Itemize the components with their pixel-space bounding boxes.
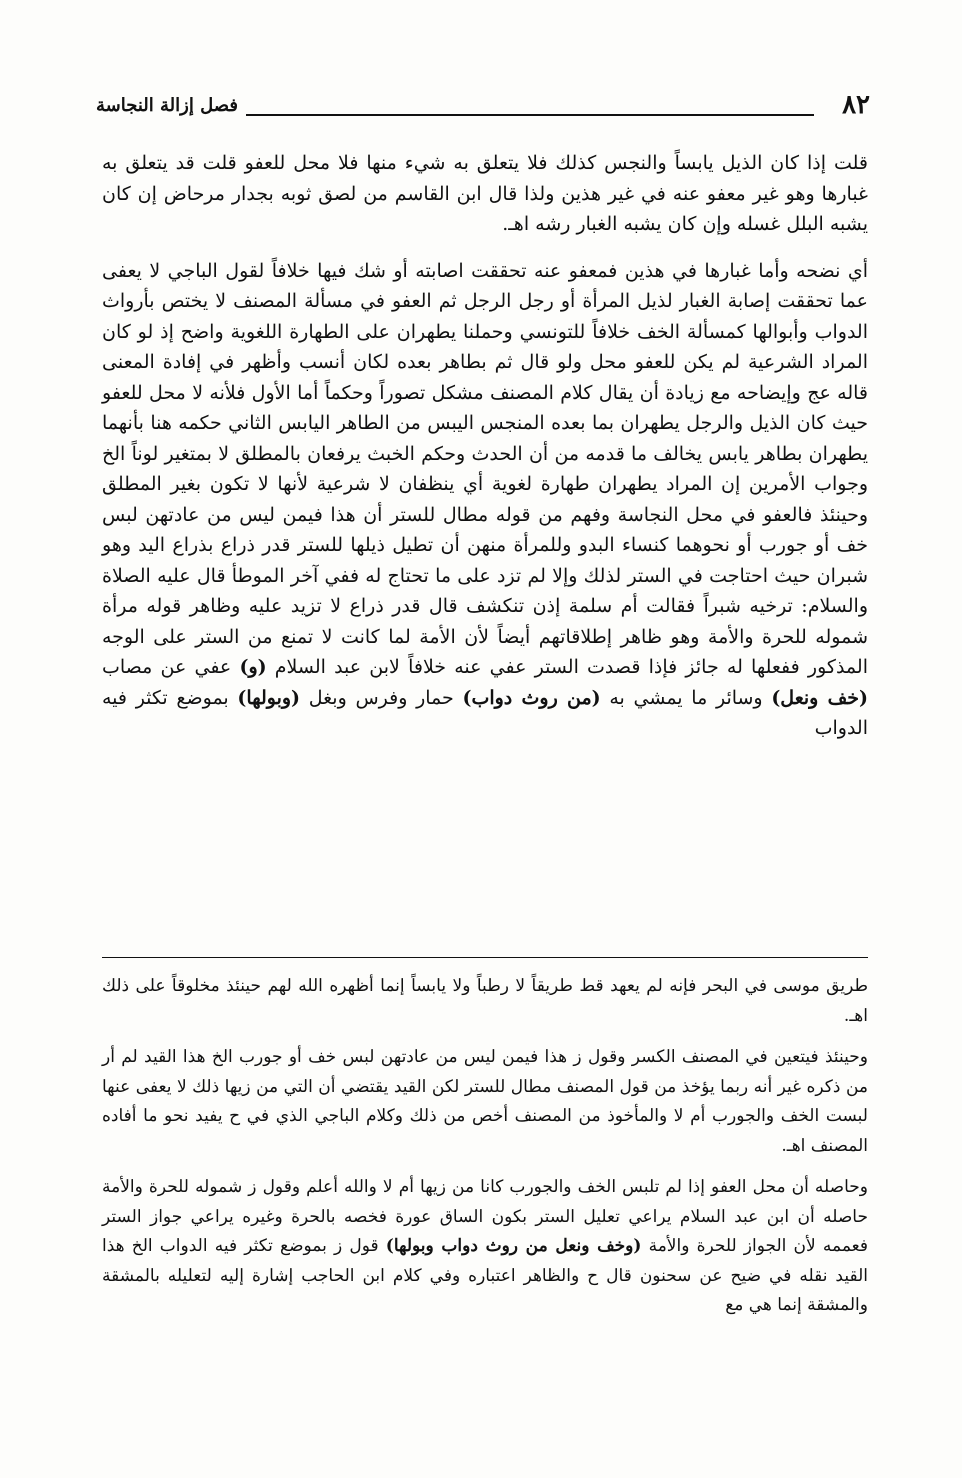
footnote-divider bbox=[102, 957, 868, 958]
note-paragraph-3 bbox=[102, 1173, 868, 1321]
header-rule bbox=[246, 114, 814, 116]
note-paragraph-2 bbox=[102, 1043, 868, 1161]
bold-matn-segment: (من روث دواب) bbox=[462, 686, 601, 709]
main-paragraph-2 bbox=[102, 256, 868, 744]
text-segment: عفي عن مصاب bbox=[102, 656, 240, 678]
main-text bbox=[102, 148, 868, 760]
text-segment: وحاصله أن محل العفو إذا لم تلبس الخف والجورب كانا من زيها أم لا والله أعلم وقول ز شموله للحرة والأمة حاصله أن ابن عبد السلام يراعي تعليل الستر بكون الساق عورة فخصه بالحرة وغيره يراعي جواز الستر فعممه لأن الجواز للحرة والأمة bbox=[102, 1177, 868, 1256]
text-segment: حمار وفرس وبغل bbox=[300, 686, 463, 709]
running-title: فصل إزالة النجاسة bbox=[96, 95, 238, 116]
bold-matn-segment: (وخف ونعل من روث دواب وبولها) bbox=[385, 1236, 642, 1256]
text-segment: طريق موسى في البحر فإنه لم يعهد قط طريقاً لا رطباً ولا يابساً إنما أظهره الله لهم حينئذ مخلوقاً على ذلك اهـ. bbox=[102, 976, 868, 1026]
text-segment: أي نضحه وأما غبارها في هذين فمعفو عنه تحققت اصابته أو شك فيها خلافاً لقول الباجي لا يعفى عما تحققت إصابة الغبار لذيل المرأة أو رجل الرجل ثم العفو في مسألة المصنف لا يختص بأرواث الدواب وأبوالها كمسألة الخف خلافاً للتونسي وحملنا يطهران على الطهارة اللغوية واضح إذ لو كان المراد الشرعية لم يكن للعفو محل ولو قال ثم بطاهر بعده لكان أنسب وأظهر في إفادة المعنى قاله عج وإيضاحه مع زيادة أن يقال كلام المصنف مشكل تصوراً وحكماً أما الأول فلأنه لا محل للعفو حيث كان الذيل والرجل يطهران بما بعده المنجس اليبس من الطاهر اليابس الثاني حكمه هنا بأنهما يطهران بطاهر يابس يخالف ما قدمه من أن الحدث وحكم الخبث يرفعان بالمطلق لا بمتغير لوناً الخ وجواب الأمرين إن المراد يطهران طهارة لغوية أي ينظفان لا شرعية لأنها لا تكون بغير المطلق وحينئذ فالعفو في محل النجاسة وفهم من قوله مطال للستر أن هذا فيمن ليس من عادتهن لبس خف أو جورب أو نحوهما كنساء البدو وللمرأة منهن أن تطيل ذيلها للستر قدر ذراع بذراع اليد وهو شبران حيث احتاجت في الستر لذلك وإلا لم تزد على ما تحتاج له ففي آخر الموطأ قال عليه الصلاة والسلام: ترخيه شبراً فقالت أم سلمة إذن تنكشف قال قدر ذراع لا تزيد عليه وظاهر قوله مرأة شموله للحرة والأمة وهو ظاهر إطلاقاتهم أيضاً لأن الأمة لما كانت لا تمنع من الستر على الوجه المذكور ففعلها له جائز فإذا قصدت الستر عفي عنه خلافاً لابن عبد السلام bbox=[102, 259, 868, 678]
text-segment: قول ز بموضع تكثر فيه الدواب الخ هذا القيد نقله في ضيح عن سحنون قال ح والظاهر اعتباره وفي كلام ابن الحاجب إشارة إليه لتعليله بالمشقة والمشقة إنما هي مع bbox=[102, 1236, 868, 1315]
text-segment: وسائر ما يمشي به bbox=[600, 686, 772, 709]
bold-matn-segment: (خف ونعل) bbox=[771, 686, 868, 709]
main-paragraph-1 bbox=[102, 148, 868, 240]
bold-matn-segment: (وبولها) bbox=[237, 686, 301, 709]
page-header bbox=[96, 88, 870, 128]
text-segment: قلت إذا كان الذيل يابساً والنجس كذلك فلا يتعلق به شيء منها فلا محل للعفو قلت قد يتعلق به غبارها وهو غير معفو عنه في غير هذين ولذا قال ابن القاسم من لصق ثوبه بجدار مرحاض إن كان يشبه البلل غسله وإن كان يشبه الغبار رشه اهـ. bbox=[102, 152, 868, 235]
page-number: ٨٢ bbox=[842, 90, 870, 120]
text-segment: بموضع تكثر فيه الدواب bbox=[102, 686, 868, 739]
bold-matn-segment: (و) bbox=[239, 656, 267, 678]
note-paragraph-1 bbox=[102, 972, 868, 1031]
footnotes bbox=[102, 972, 868, 1333]
text-segment: وحينئذ فيتعين في المصنف الكسر وقول ز هذا فيمن ليس من عادتهن لبس خف أو جورب الخ هذا القيد لم أر من ذكره غير أنه ربما يؤخذ من قول المصنف مطال للستر لكن القيد يقتضي أن التي من زيها ذلك لا يعفى عنها لبست الخف والجورب أم لا والمأخوذ من المصنف أخص من ذلك وكلام الباجي الذي في ح يفيد نحو ما أفاده المصنف اهـ. bbox=[102, 1047, 868, 1156]
